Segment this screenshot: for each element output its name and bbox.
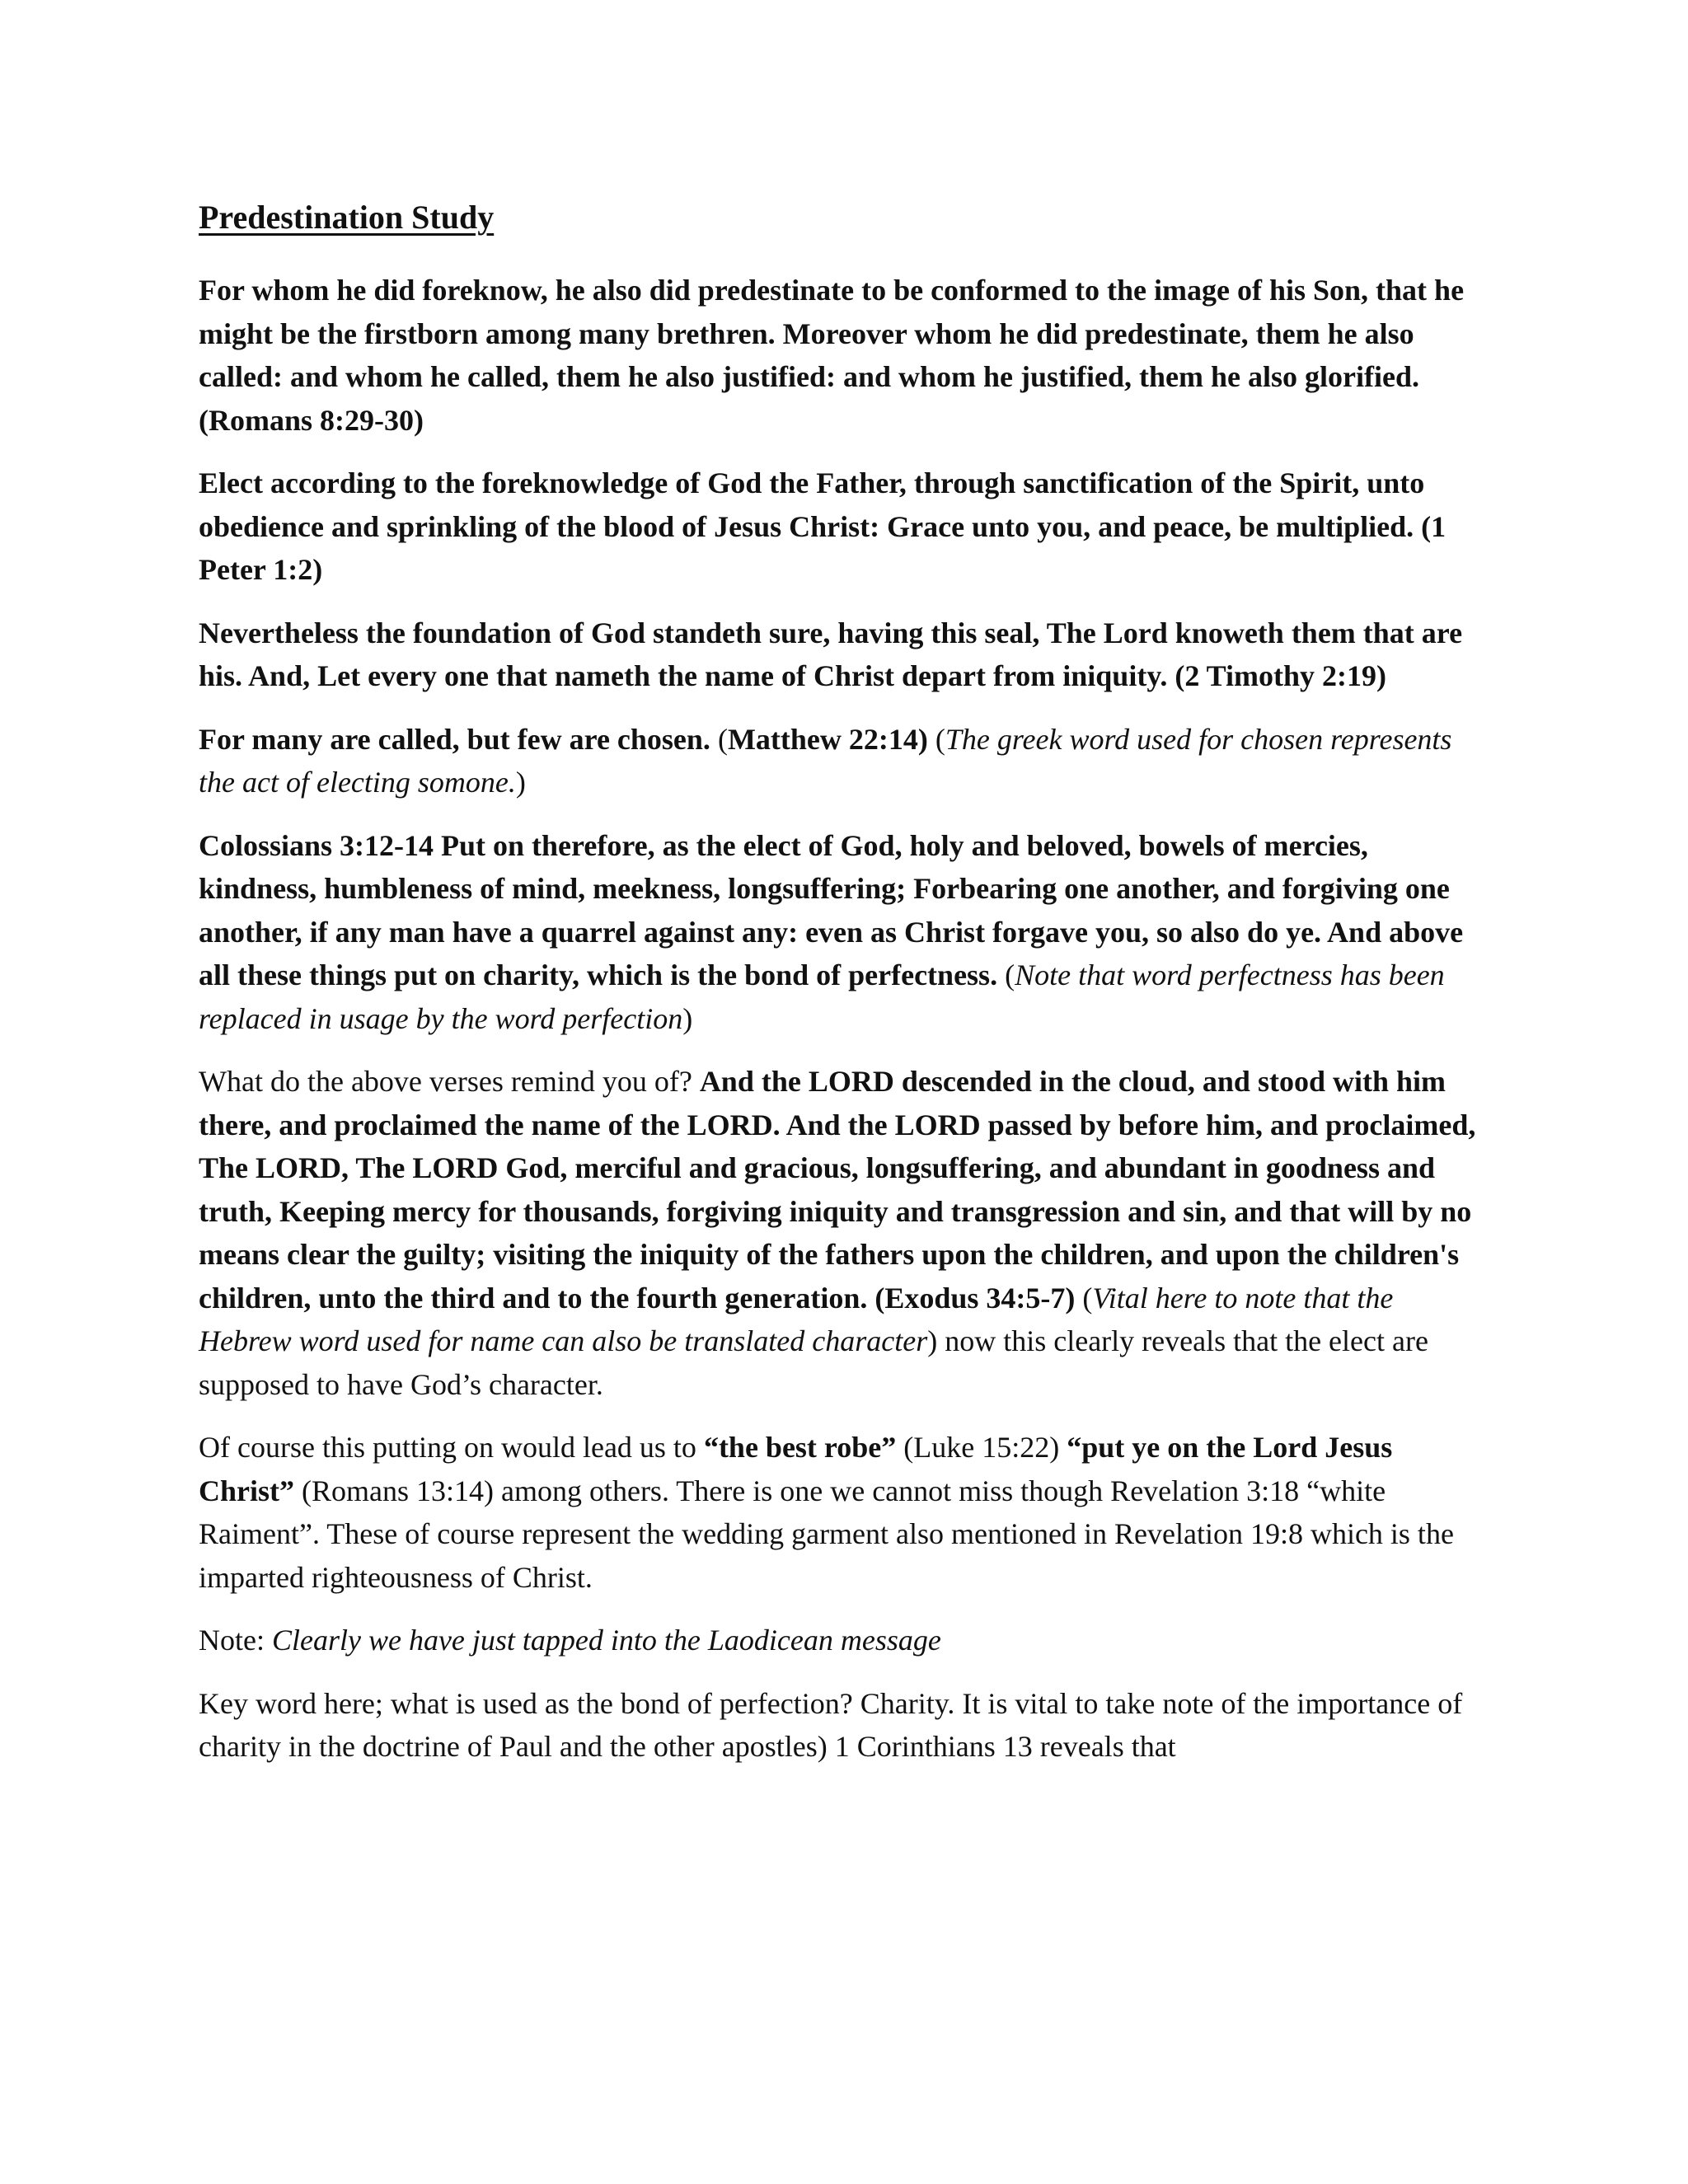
- scripture-exodus: And the LORD descended in the cloud, and stood with him there, and proclaimed the name of the LORD. And the LORD passed by before him, and proclaimed, The LORD, The LORD God, merciful and gracious, longsuffering, and abundant in goodness and truth, Keeping mercy for thousands, forgiving iniquity and transgression and sin, and that will by no means clear the guilty; visiting the iniquity of the fathers upon the children, and upon the children's children, unto the third and to the fourth generation. (Exodus 34:5-7): [199, 1065, 1476, 1315]
- paragraph-colossians: [199, 824, 1484, 1041]
- scripture-colossians: Colossians 3:12-14 Put on therefore, as the elect of God, holy and beloved, bowels of mercies, kindness, humbleness of mind, meekness, longsuffering; Forbearing one another, and forgiving one another, if any man have a quarrel against any: even as Christ forgave you, so also do ye. And above all these things put on charity, which is the bond of perfectness.: [199, 828, 1464, 991]
- note-laodicean: Clearly we have just tapped into the Laodicean message: [271, 1624, 941, 1657]
- scripture-romans: For whom he did foreknow, he also did predestinate to be conformed to the image of his Son, that he might be the firstborn among many brethren. Moreover whom he did predestinate, them he also called: and whom he called, them he also justified: and whom he justified, them he also glorified. (Romans 8:29-30): [199, 274, 1465, 437]
- note-close: ): [515, 766, 526, 799]
- page-title: Predestination Study: [199, 199, 495, 236]
- note-hebrew-name: Vital here to note that the Hebrew word used for name can also be translated character: [199, 1281, 1394, 1357]
- note-label: Note:: [199, 1624, 272, 1657]
- paragraph-note: [199, 1619, 1484, 1662]
- commentary-text: (Luke 15:22): [896, 1431, 1067, 1464]
- commentary-character: ) now this clearly reveals that the elect are supposed to have God’s character.: [199, 1324, 1428, 1401]
- scripture-timothy: Nevertheless the foundation of God standeth sure, having this seal, The Lord knoweth them that are his. And, Let every one that nameth the name of Christ depart from iniquity. (2 Timothy 2:19): [199, 616, 1463, 692]
- note-perfectness: Note that word perfectness has been replaced in usage by the word perfection: [199, 958, 1445, 1035]
- document-body: [199, 196, 1484, 1788]
- paragraph-exodus: [199, 1060, 1484, 1406]
- scripture-matthew: For many are called, but few are chosen.: [199, 722, 710, 756]
- note-open: (: [1075, 1281, 1093, 1315]
- commentary-text: Of course this putting on would lead us to: [199, 1431, 704, 1464]
- quote-best-robe: “the best robe”: [703, 1431, 897, 1464]
- paragraph-matthew: [199, 718, 1484, 804]
- commentary-charity: Key word here; what is used as the bond of perfection? Charity. It is vital to take note of the importance of charity in the doctrine of Paul and the other apostles) 1 Corinthians 13 reveals that: [199, 1686, 1463, 1763]
- quote-put-on-christ: “put ye on the Lord Jesus Christ”: [199, 1431, 1393, 1507]
- ref-open: (: [710, 722, 728, 756]
- note-close: ): [682, 1001, 693, 1035]
- scripture-peter: Elect according to the foreknowledge of God the Father, through sanctification of the Spirit, unto obedience and sprinkling of the blood of Jesus Christ: Grace unto you, and peace, be multiplied. (1 Peter 1:2): [199, 466, 1447, 586]
- paragraph-romans: [199, 269, 1484, 442]
- paragraph-timothy: [199, 612, 1484, 698]
- paragraph-robe: [199, 1426, 1484, 1599]
- question-text: What do the above verses remind you of?: [199, 1065, 700, 1098]
- paragraph-peter: [199, 462, 1484, 592]
- paragraph-charity: [199, 1682, 1484, 1769]
- note-chosen: The greek word used for chosen represents the act of electing somone.: [199, 722, 1452, 799]
- commentary-text: (Romans 13:14) among others. There is one we cannot miss though Revelation 3:18 “white Raiment”. These of course represent the wedding garment also mentioned in Revelation 19:8 which is the imparted righteousness of Christ.: [199, 1474, 1454, 1594]
- scripture-reference: Matthew 22:14): [727, 722, 928, 756]
- note-open: (: [997, 958, 1015, 991]
- note-open: (: [927, 722, 945, 756]
